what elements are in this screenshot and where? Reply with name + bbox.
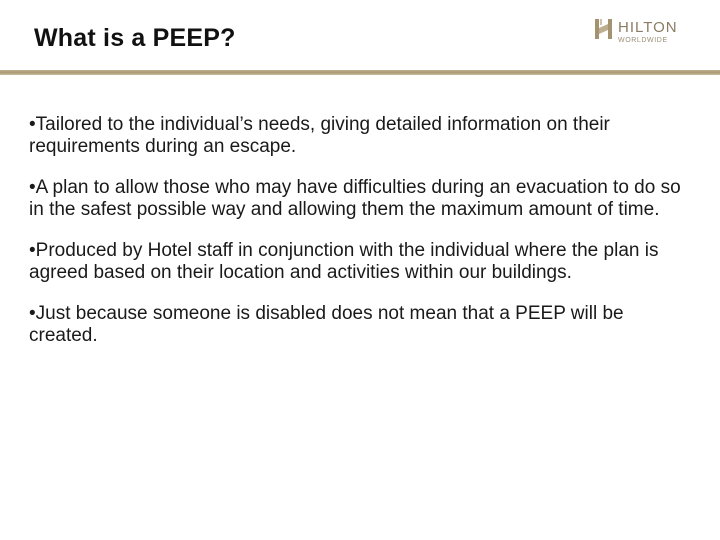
bullet-item: •Just because someone is disabled does not mean that a PEEP will be created. — [29, 303, 624, 346]
bullet-list — [29, 114, 689, 366]
header-divider — [0, 70, 720, 75]
logo-name: HILTON — [618, 19, 678, 36]
slide-title: What is a PEEP? — [34, 24, 236, 52]
bullet-item: •Produced by Hotel staff in conjunction with the individual where the plan is agreed based on their location and activities within our buildings. — [29, 240, 659, 283]
hilton-h-mark-icon — [594, 17, 616, 41]
hilton-logo — [594, 15, 694, 49]
bullet-item: •A plan to allow those who may have difficulties during an evacuation to do so in the safest possible way and allowing them the maximum amount of time. — [29, 177, 681, 220]
logo-subtitle: WORLDWIDE — [618, 37, 668, 44]
bullet-item: •Tailored to the individual’s needs, giving detailed information on their requirements during an escape. — [29, 114, 610, 157]
